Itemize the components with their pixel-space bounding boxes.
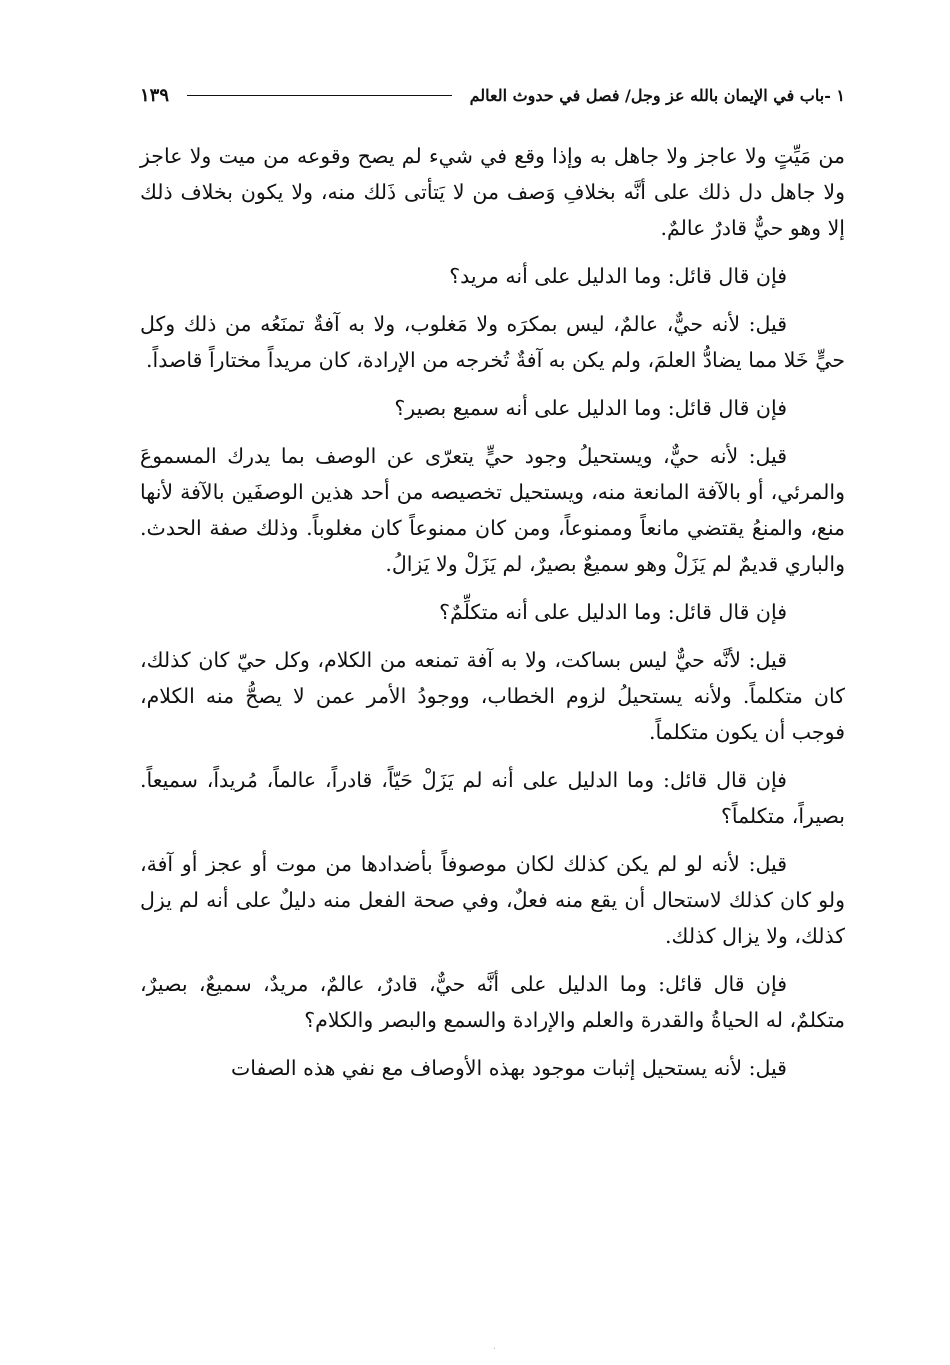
paragraph-question: فإن قال قائل: وما الدليل على أنَّه حيٌّ، قادرٌ، عالمٌ، مريدٌ، سميعٌ، بصيرٌ، متكلمٌ، له الحياةُ والقدرة والعلم والإرادة والسمع والبصر والكلام؟ [140,972,845,1032]
running-title: ١ -باب في الإيمان بالله عز وجل/ فصل في حدوث العالم [469,85,845,105]
paragraph-answer: قيل: لأنه حيٌّ، عالمٌ، ليس بمكرَه ولا مَغلوب، ولا به آفةٌ تمنَعُه من ذلك وكل حيٍّ خَلا مما يضادُّ العلمَ، ولم يكن به آفةٌ تُخرجه من الإرادة، كان مريداً مختاراً قاصداً. [140,312,845,372]
body-text [140,138,845,1086]
header-rule [187,95,452,96]
paragraph-continuation: من مَيِّتٍ ولا عاجز ولا جاهل به وإذا وقع في شيء لم يصح وقوعه من ميت ولا عاجز ولا جاهل دل ذلك على أنَّه بخلافِ وَصف من لا يَتأتى ذَلك منه، ولا يكون بخلاف ذلك إلا وهو حيٌّ قادرٌ عالمٌ. [140,144,845,240]
paragraph-question: فإن قال قائل: وما الدليل على أنه متكلِّمٌ؟ [439,600,787,624]
paragraph-answer: قيل: لأنه يستحيل إثبات موجود بهذه الأوصاف مع نفي هذه الصفات [230,1056,787,1080]
paragraph-answer: قيل: لأنَّه حيٌّ ليس بساكت، ولا به آفة تمنعه من الكلام، وكل حيّ كان كذلك، كان متكلماً. ولأنه يستحيلُ لزوم الخطاب، ووجودُ الأمر عمن لا يصحُّ منه الكلام، فوجب أن يكون متكلماً. [140,648,845,744]
paragraph-question: فإن قال قائل: وما الدليل على أنه لم يَزَلْ حَيّاً، قادراً، عالماً، مُريداً، سميعاً. بصيراً، متكلماً؟ [140,768,845,828]
scan-speck-icon: · [492,1344,496,1355]
paragraph-question: فإن قال قائل: وما الدليل على أنه مريد؟ [449,264,787,288]
paragraph-answer: قيل: لأنه حيٌّ، ويستحيلُ وجود حيٍّ يتعرّى عن الوصف بما يدرك المسموعَ والمرئي، أو بالآفة المانعة منه، ويستحيل تخصيصه من أحد هذين الوصفَين بالآفة لأنها منع، والمنعُ يقتضي مانعاً وممنوعاً، ومن كان ممنوعاً كان مغلوباً. وذلك صفة الحدث. والباري قديمٌ لم يَزَلْ وهو سميعٌ بصيرٌ، لم يَزَلْ ولا يَزالُ. [140,444,845,576]
paragraph-answer: قيل: لأنه لو لم يكن كذلك لكان موصوفاً بأضدادها من موت أو عجز أو آفة، ولو كان كذلك لاستحال أن يقع منه فعلٌ، وفي صحة الفعل منه دليلٌ على أنه لم يزل كذلك، ولا يزال كذلك. [140,852,845,948]
paragraph-question: فإن قال قائل: وما الدليل على أنه سميع بصير؟ [394,396,787,420]
running-head [140,78,845,112]
book-page [140,78,845,1278]
page-number: ١٣٩ [140,84,170,106]
